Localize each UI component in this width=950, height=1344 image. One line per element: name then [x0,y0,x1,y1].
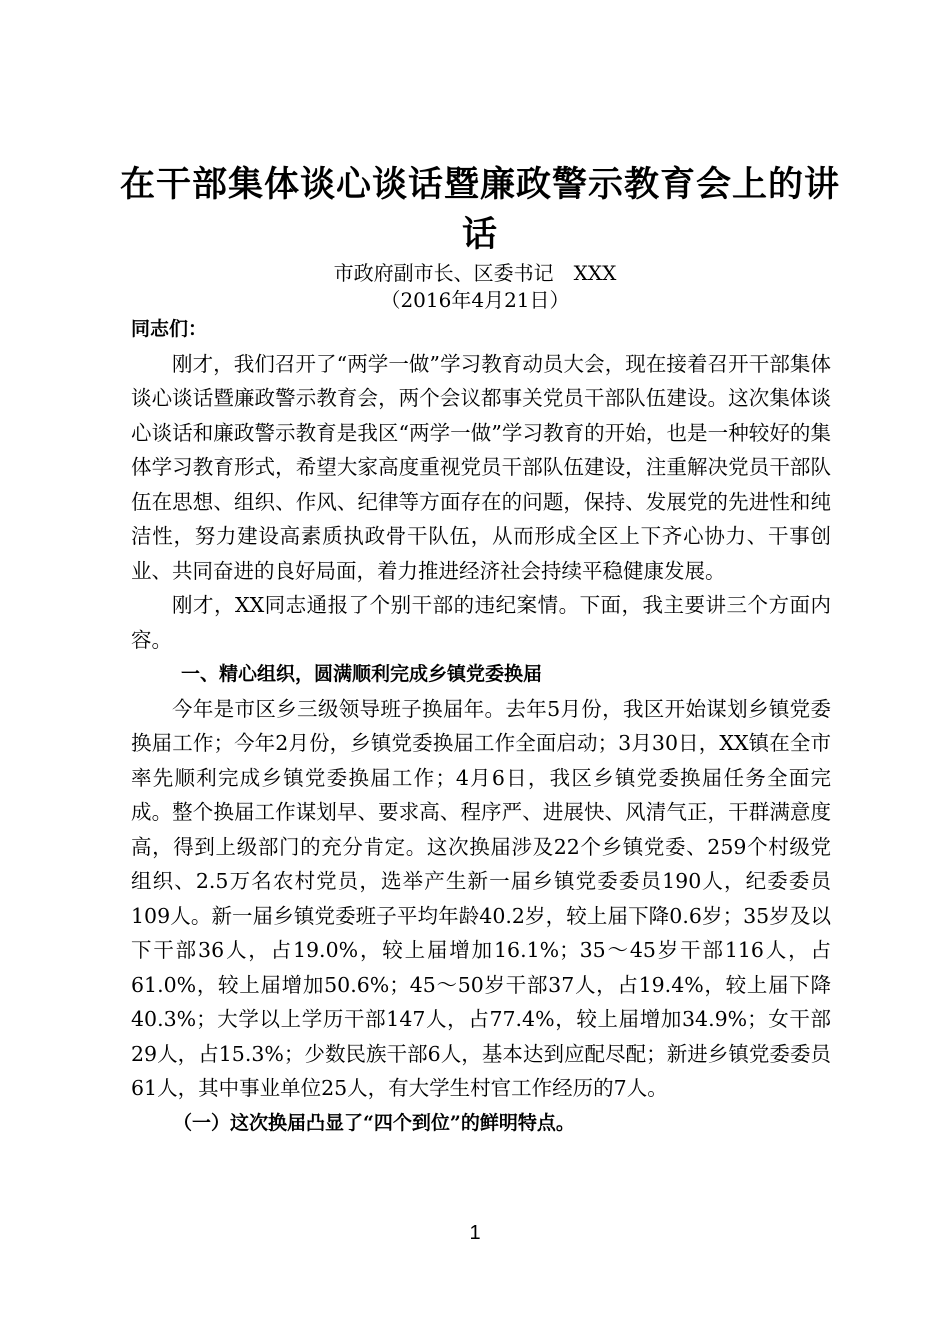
page-number: 1 [469,1222,481,1244]
subsection-heading: （一）这次换届凸显了“四个到位”的鲜明特点。 [173,1111,575,1134]
speaker-line: 市政府副市长、区委书记 XXX [333,261,617,285]
document-body [131,312,831,1140]
speech-date: （2016年4月21日） [380,288,570,312]
paragraph-intro: 刚才，我们召开了“两学一做”学习教育动员大会，现在接着召开干部集体谈心谈话暨廉政警示教育会，两个会议都事关党员干部队伍建设。这次集体谈心谈话和廉政警示教育是我区“两学一做”学习教育的开始，也是一种较好的集体学习教育形式，希望大家高度重视党员干部队伍建设，注重解决党员干部队伍在思想、组织、作风、纪律等方面存在的问题，保持、发展党的先进性和纯洁性，努力建设高素质执政骨干队伍，从而形成全区上下齐心协力、干事创业、共同奋进的良好局面，着力推进经济社会持续平稳健康发展。 [131,351,831,583]
page-title: 在干部集体谈心谈话暨廉政警示教育会上的讲话 [120,165,841,255]
greeting: 同志们： [131,318,208,340]
section-heading: 一、精心组织，圆满顺利完成乡镇党委换届 [181,663,543,685]
paragraph-outline: 刚才，XX同志通报了个别干部的违纪案情。下面，我主要讲三个方面内容。 [131,593,831,652]
paragraph-election: 今年是市区乡三级领导班子换届年。去年5月份，我区开始谋划乡镇党委换届工作；今年2月份，乡镇党委换届工作全面启动；3月30日，XX镇在全市率先顺利完成乡镇党委换届工作；4月6日，我区乡镇党委换届任务全面完成。整个换届工作谋划早、要求高、程序严、进展快、风清气正，干群满意度高，得到上级部门的充分肯定。这次换届涉及22个乡镇党委、259个村级党组织、2.5万名农村党员，选举产生新一届乡镇党委委员190人，纪委委员109人。新一届乡镇党委班子平均年龄40.2岁，较上届下降0.6岁；35岁及以下干部36人，占19.0%，较上届增加16.1%；35～45岁干部116人，占61.0%，较上届增加50.6%；45～50岁干部37人，占19.4%，较上届下降40.3%；大学以上学历干部147人，占77.4%，较上届增加34.9%；女干部29人，占15.3%；少数民族干部6人，基本达到应配尽配；新进乡镇党委委员61人，其中事业单位25人，有大学生村官工作经历的7人。 [131,696,831,1100]
